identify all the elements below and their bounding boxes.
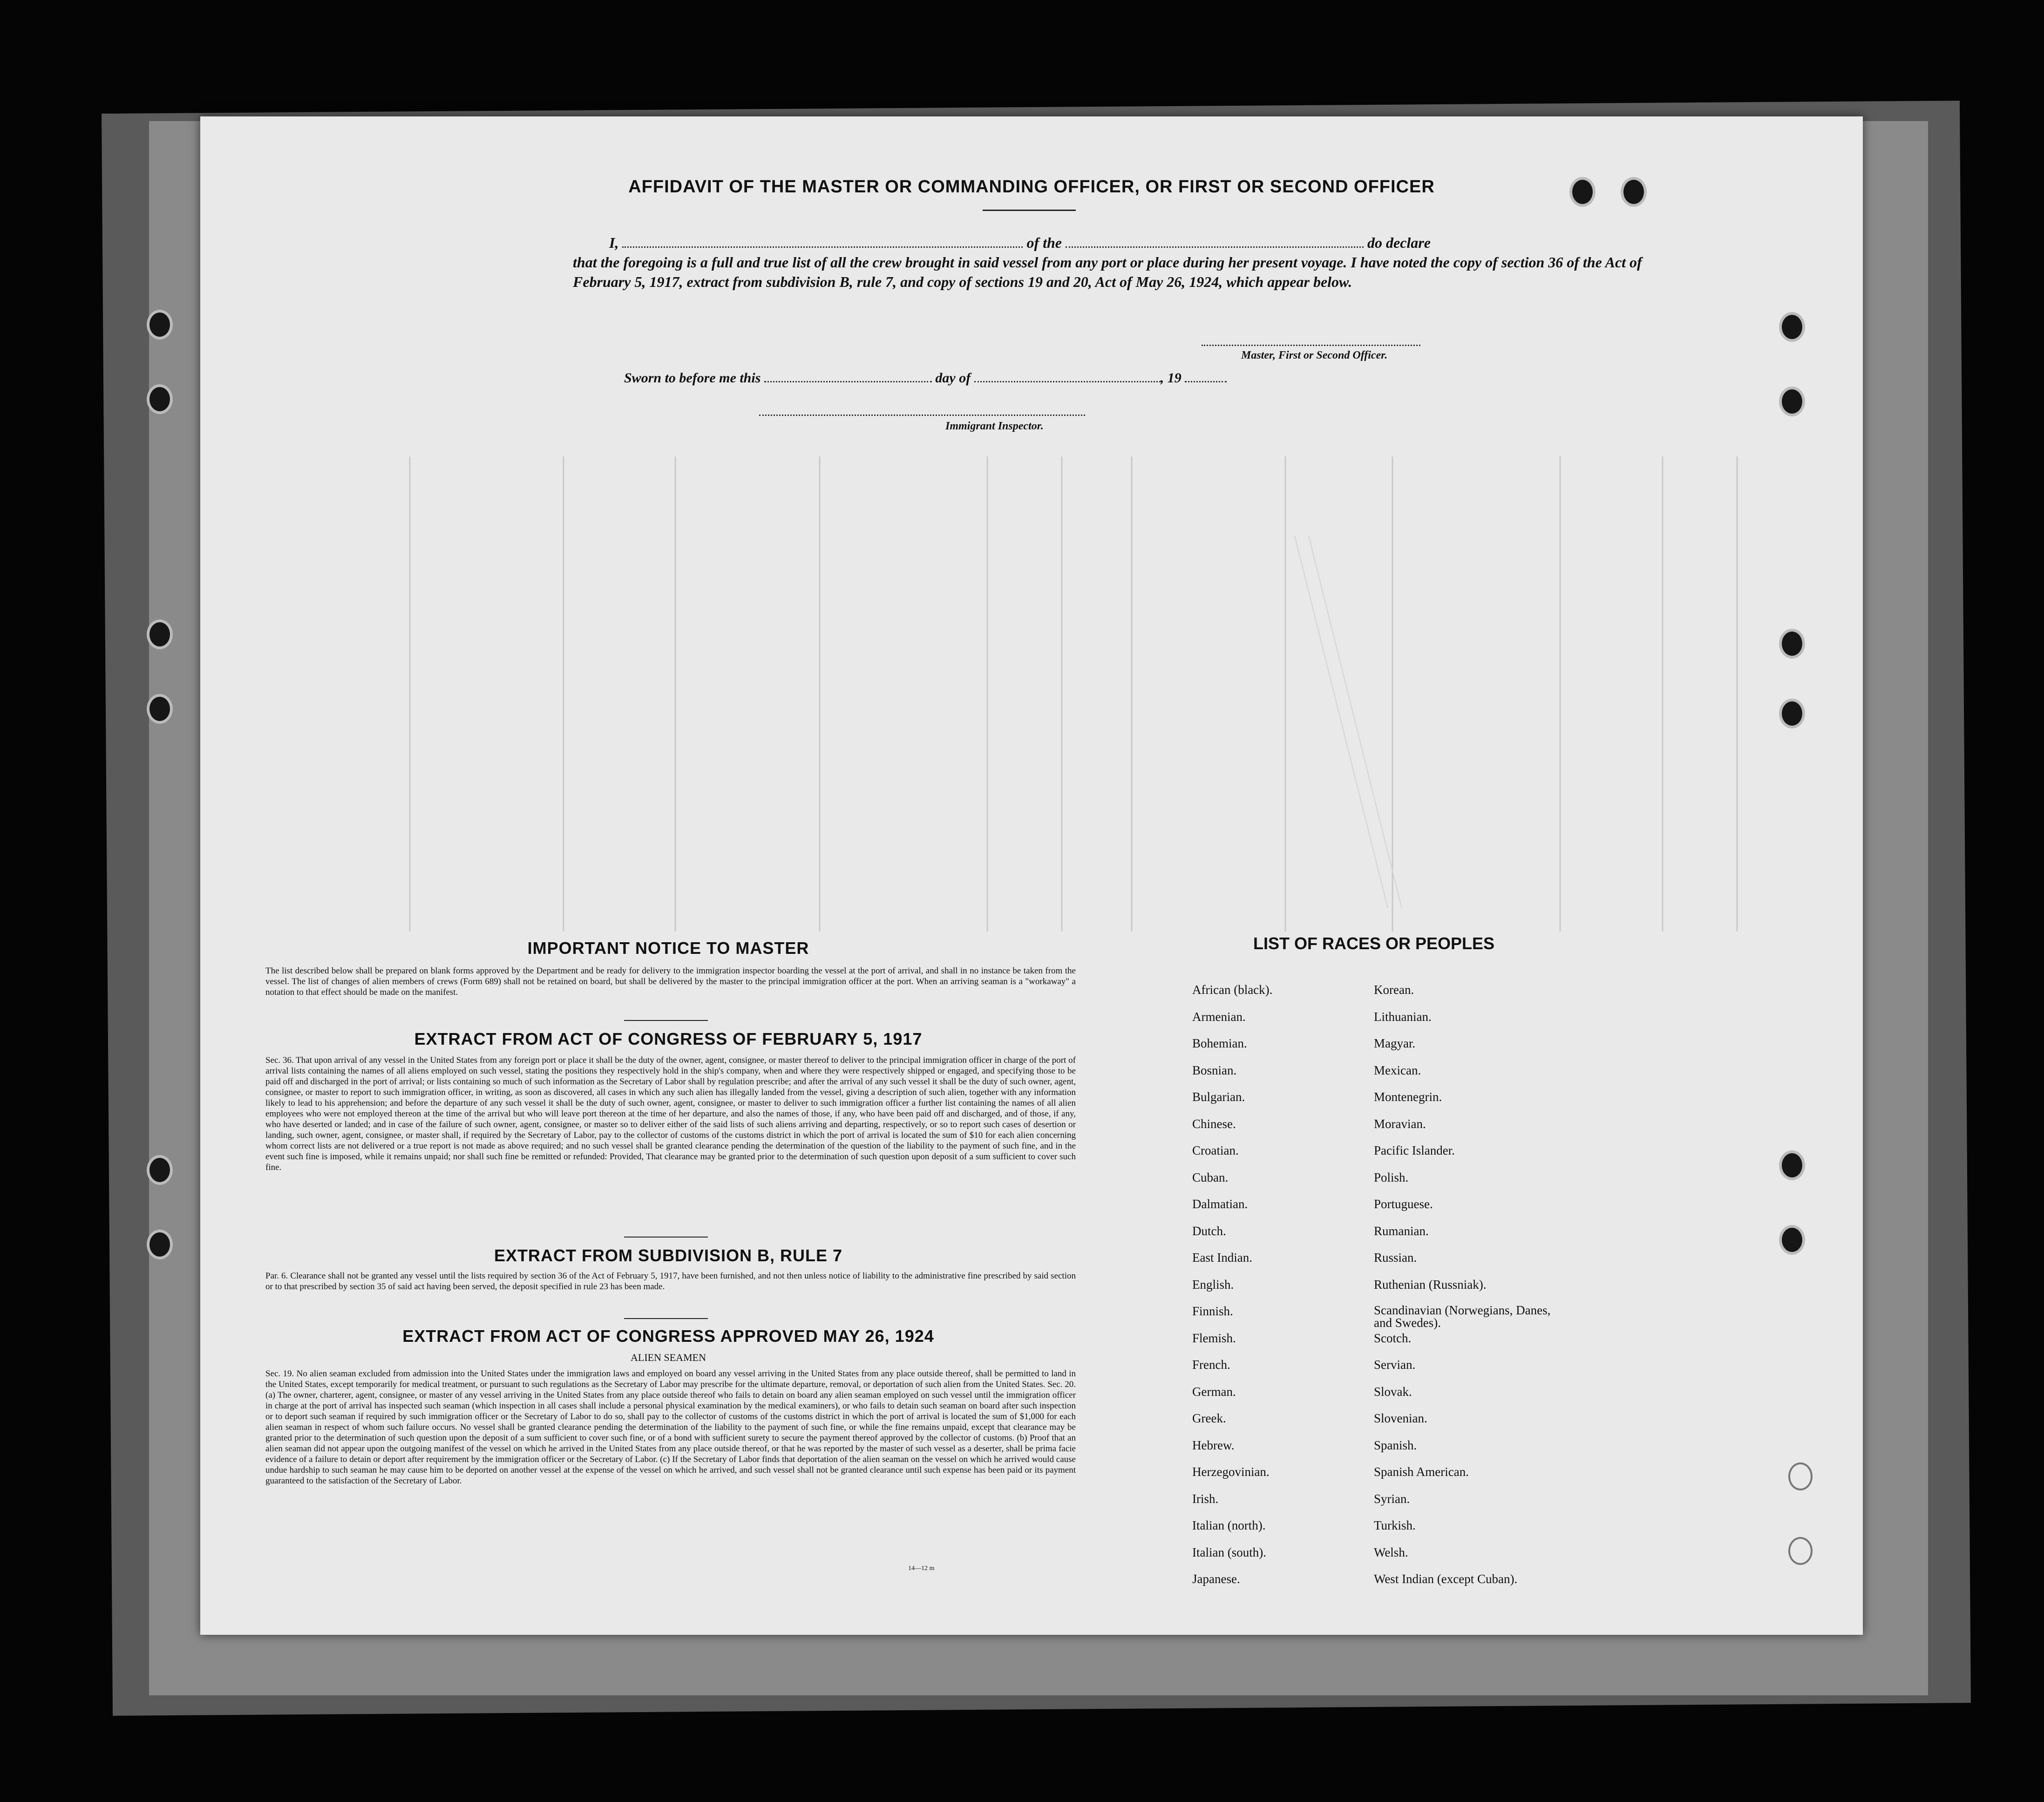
inspector-caption: Immigrant Inspector. [945, 420, 1044, 432]
affidavit-of-the: of the [1026, 234, 1062, 251]
master-signature-line[interactable] [1202, 345, 1420, 346]
binder-hole [147, 1230, 173, 1259]
race-item: Turkish. [1374, 1518, 1416, 1532]
extract-1917-text: Sec. 36. That upon arrival of any vessel in the United States from any foreign port or place it shall be the duty of the owner, agent, consignee, or master thereof to deliver to the principal immigration officer in charge of the port of arrival lists containing the names of all aliens employed on such vessel, stating the positions they respectively hold in the ship's company, when and where they were respectively shipped or engaged, and specifying those to be paid off and discharged in the port of arrival; or lists containing so much of such information as the Secretary of Labor shall by regulation prescribe; and after the arrival of any such vessel it shall be the duty of such owner, agent, consignee, or master to report to such immigration officer, in writing, as soon as discovered, all cases in which any such alien has illegally landed from the vessel, giving a description of such alien, together with any information likely to lead to his apprehension; and before the departure of any such vessel it shall be the duty of such owner, agent, consignee, or master to deliver to such immigration officer a further list containing the names of all alien employees who were not employed thereon at the time of the arrival but who will leave port thereon at the time of her departure, and also the names of those, if any, who have been paid off and discharged, and of those, if any, who have deserted or landed; and in case of the failure of such owner, agent, consignee, or master so to deliver either of the said lists of such aliens arriving and departing, respectively, or so to report such cases of desertion or landing, such owner, agent, consignee, or master shall, if required by the Secretary of Labor, pay to the collector of customs of the customs district in which the port of arrival is located the sum of $10 for each alien concerning whom correct lists are not delivered or a true report is not made as above required; and no such vessel shall be granted clearance pending the determination of the question of the liability to the payment of such fine, and in the event such fine is imposed, while it remains unpaid; nor shall such fine be remitted or refunded: Provided, That clearance may be granted prior to the determination of such question upon deposit of a sum sufficient to cover such fine. [265, 1055, 1076, 1172]
race-row [1192, 1438, 1574, 1465]
race-item: Scandinavian (Norwegians, Danes, and Swedes). [1374, 1303, 1551, 1330]
race-item: Dalmatian. [1192, 1197, 1248, 1211]
race-item: Magyar. [1374, 1036, 1416, 1050]
sworn-day-field[interactable] [764, 368, 932, 382]
binder-hole [147, 384, 173, 414]
punch-hole [1788, 1537, 1813, 1565]
extract-1917-rule [624, 1237, 708, 1238]
race-item: African (black). [1192, 983, 1273, 997]
affidavit-title: AFFIDAVIT OF THE MASTER OR COMMANDING OFFICER, OR FIRST OR SECOND OFFICER [628, 177, 1435, 197]
title-rule [983, 210, 1076, 211]
race-item: Italian (north). [1192, 1518, 1266, 1532]
punch-hole [1779, 629, 1805, 659]
race-item: Bulgarian. [1192, 1090, 1245, 1104]
race-row [1192, 1143, 1574, 1170]
race-row [1192, 1492, 1574, 1519]
race-item: Slovenian. [1374, 1411, 1427, 1425]
sworn-line [624, 368, 1227, 386]
race-row [1192, 1545, 1574, 1572]
affidavit-text: that the foregoing is a full and true list of all the crew brought in said vessel from any port or place during her present voyage. I have noted the copy of section 36 of the Act of February 5, 1917, extract from subdivision B, rule 7, and copy of sections 19 and 20, Act of May 26, 1924, which appear below. [573, 254, 1642, 290]
race-item: Flemish. [1192, 1331, 1236, 1345]
master-signature-caption: Master, First or Second Officer. [1241, 349, 1388, 361]
race-row [1192, 1224, 1574, 1251]
race-item: Rumanian. [1374, 1224, 1429, 1238]
race-row [1192, 1411, 1574, 1438]
race-item: Montenegrin. [1374, 1090, 1442, 1104]
race-row [1192, 1251, 1574, 1278]
punch-hole [1779, 1225, 1805, 1255]
race-item: German. [1192, 1384, 1236, 1399]
extract-1924-text: Sec. 19. No alien seaman excluded from admission into the United States under the immigration laws and employed on board any vessel arriving in the United States from any place outside thereof, shall be permitted to land in the United States, except temporarily for medical treatment, or pursuant to such regulations as the Secretary of Labor may prescribe for the ultimate departure, removal, or deportation of such alien from the United States. Sec. 20. (a) The owner, charterer, agent, consignee, or master of any vessel arriving in the United States from any place outside thereof who fails to detain on board any alien seaman employed on such vessel until the immigration officer in charge at the port of arrival has inspected such seaman (which inspection in all cases shall include a personal physical examination by the medical examiners), or who fails to detain such seaman on board after such inspection or to deport such seaman if required by such immigration officer or the Secretary of Labor to do so, shall pay to the collector of customs of the customs district in which the port of arrival is located the sum of $1,000 for each alien seaman in respect of whom such failure occurs. No vessel shall be granted clearance pending the determination of the liability to the payment of such fine, or while the fine remains unpaid, except that clearance may be granted prior to the determination of such question upon the deposit of a sum sufficient to cover such fine, or of a bond with sufficient surety to secure the payment thereof approved by the collector of customs. (b) Proof that an alien seaman did not appear upon the outgoing manifest of the vessel on which he arrived in the United States from any place outside thereof, or that he was reported by the master of such vessel as a deserter, shall be prima facie evidence of a failure to detain or deport after requirement by the immigration officer or the Secretary of Labor. (c) If the Secretary of Labor finds that deportation of the alien seaman on the vessel on which he arrived would cause undue hardship to such seaman he may cause him to be deported on another vessel at the expense of the vessel on which he arrived, and such vessel shall not be granted clearance until such expense has been paid or its payment guaranteed to the satisfaction of the Secretary of Labor. [265, 1369, 1076, 1486]
rule7-text: Par. 6. Clearance shall not be granted any vessel until the lists required by section 36 of the Act of February 5, 1917, have been furnished, and not then unless notice of liability to the administrative fine prescribed by said section or to that prescribed by section 35 of said act having been served, the deposit specified in rule 23 has been made. [265, 1271, 1076, 1292]
binder-hole [147, 310, 173, 340]
race-item: Chinese. [1192, 1116, 1236, 1131]
race-row [1192, 1572, 1574, 1599]
race-item: Cuban. [1192, 1170, 1229, 1184]
affidavit-declare: do declare [1367, 234, 1431, 251]
race-item: Japanese. [1192, 1572, 1240, 1586]
notice-rule [624, 1020, 708, 1021]
race-row [1192, 1170, 1574, 1197]
race-item: Spanish. [1374, 1438, 1417, 1452]
race-row [1192, 1304, 1574, 1331]
punch-hole [1788, 1462, 1813, 1490]
race-item: Moravian. [1374, 1116, 1426, 1131]
punch-hole [1779, 312, 1805, 342]
master-name-field[interactable] [622, 233, 1023, 248]
extract-1917-title: EXTRACT FROM ACT OF CONGRESS OF FEBRUARY 5, 1917 [414, 1029, 923, 1048]
race-item: Russian. [1374, 1251, 1417, 1265]
race-row [1192, 1197, 1574, 1224]
race-row [1192, 1331, 1574, 1358]
extract-1924-subtitle: ALIEN SEAMEN [631, 1352, 706, 1363]
race-item: Pacific Islander. [1374, 1143, 1455, 1157]
races-list [1192, 983, 1574, 1599]
race-item: Spanish American. [1374, 1465, 1469, 1479]
notice-text: The list described below shall be prepared on blank forms approved by the Department and be ready for delivery to the immigration inspector boarding the vessel at the port of arrival, and shall in no instance be taken from the vessel. The list of changes of alien members of crews (Form 689) shall not be retained on board, but shall be delivered by the master to the principal immigration officer at the port. When an arriving seaman is a "workaway" a notation to that effect should be made on the manifest. [265, 966, 1076, 997]
sworn-year: , 19 [1160, 370, 1182, 386]
sworn-prefix: Sworn to before me this [624, 370, 761, 386]
race-item: West Indian (except Cuban). [1374, 1572, 1518, 1586]
race-item: Portuguese. [1374, 1197, 1433, 1211]
races-title: LIST OF RACES OR PEOPLES [1253, 934, 1495, 953]
affidavit-i: I, [609, 234, 619, 251]
race-item: Ruthenian (Russniak). [1374, 1277, 1487, 1292]
punch-hole [1779, 387, 1805, 416]
race-item: Welsh. [1374, 1545, 1408, 1559]
race-row [1192, 1385, 1574, 1412]
race-item: East Indian. [1192, 1251, 1252, 1265]
notice-title: IMPORTANT NOTICE TO MASTER [527, 938, 809, 958]
extract-1924-title: EXTRACT FROM ACT OF CONGRESS APPROVED MAY 26, 1924 [402, 1326, 934, 1346]
race-row [1192, 1518, 1574, 1545]
race-item: Syrian. [1374, 1491, 1410, 1506]
affidavit-body [573, 233, 1691, 292]
binder-hole [147, 694, 173, 724]
inspector-signature-line[interactable] [759, 415, 1085, 416]
race-item: Greek. [1192, 1411, 1226, 1425]
race-item: Irish. [1192, 1491, 1219, 1506]
binder-hole [147, 619, 173, 649]
sworn-day-of: day of [935, 370, 971, 386]
race-item: Hebrew. [1192, 1438, 1235, 1452]
race-item: Polish. [1374, 1170, 1409, 1184]
race-item: Italian (south). [1192, 1545, 1266, 1559]
punch-hole [1779, 1150, 1805, 1180]
race-item: Servian. [1374, 1358, 1416, 1372]
binder-hole [147, 1155, 173, 1185]
rule7-title: EXTRACT FROM SUBDIVISION B, RULE 7 [494, 1246, 843, 1265]
punch-hole [1621, 177, 1647, 207]
race-item: Bohemian. [1192, 1036, 1247, 1050]
race-row [1192, 1090, 1574, 1117]
race-item: Slovak. [1374, 1384, 1412, 1399]
form-number: 14—12 m [908, 1565, 935, 1572]
vessel-name-field[interactable] [1066, 233, 1364, 248]
sworn-year-field[interactable] [1185, 368, 1227, 382]
race-item: Bosnian. [1192, 1063, 1237, 1077]
race-row [1192, 1278, 1574, 1305]
race-item: Lithuanian. [1374, 1009, 1432, 1024]
race-item: Dutch. [1192, 1224, 1226, 1238]
race-item: Herzegovinian. [1192, 1465, 1270, 1479]
punch-hole [1779, 699, 1805, 728]
race-row [1192, 1358, 1574, 1385]
race-item: Mexican. [1374, 1063, 1421, 1077]
race-row [1192, 1117, 1574, 1144]
punch-hole [1569, 177, 1596, 207]
race-row [1192, 1465, 1574, 1492]
document-page [200, 116, 1863, 1635]
race-item: English. [1192, 1277, 1234, 1292]
race-item: Finnish. [1192, 1304, 1233, 1318]
race-row [1192, 983, 1574, 1010]
race-item: Scotch. [1374, 1331, 1412, 1345]
race-item: Armenian. [1192, 1009, 1246, 1024]
rule7-rule [624, 1318, 708, 1319]
race-row [1192, 1036, 1574, 1063]
sworn-month-field[interactable] [974, 368, 1161, 382]
race-item: French. [1192, 1358, 1230, 1372]
race-row [1192, 1010, 1574, 1037]
race-row [1192, 1063, 1574, 1090]
race-item: Croatian. [1192, 1143, 1239, 1157]
race-item: Korean. [1374, 983, 1414, 997]
